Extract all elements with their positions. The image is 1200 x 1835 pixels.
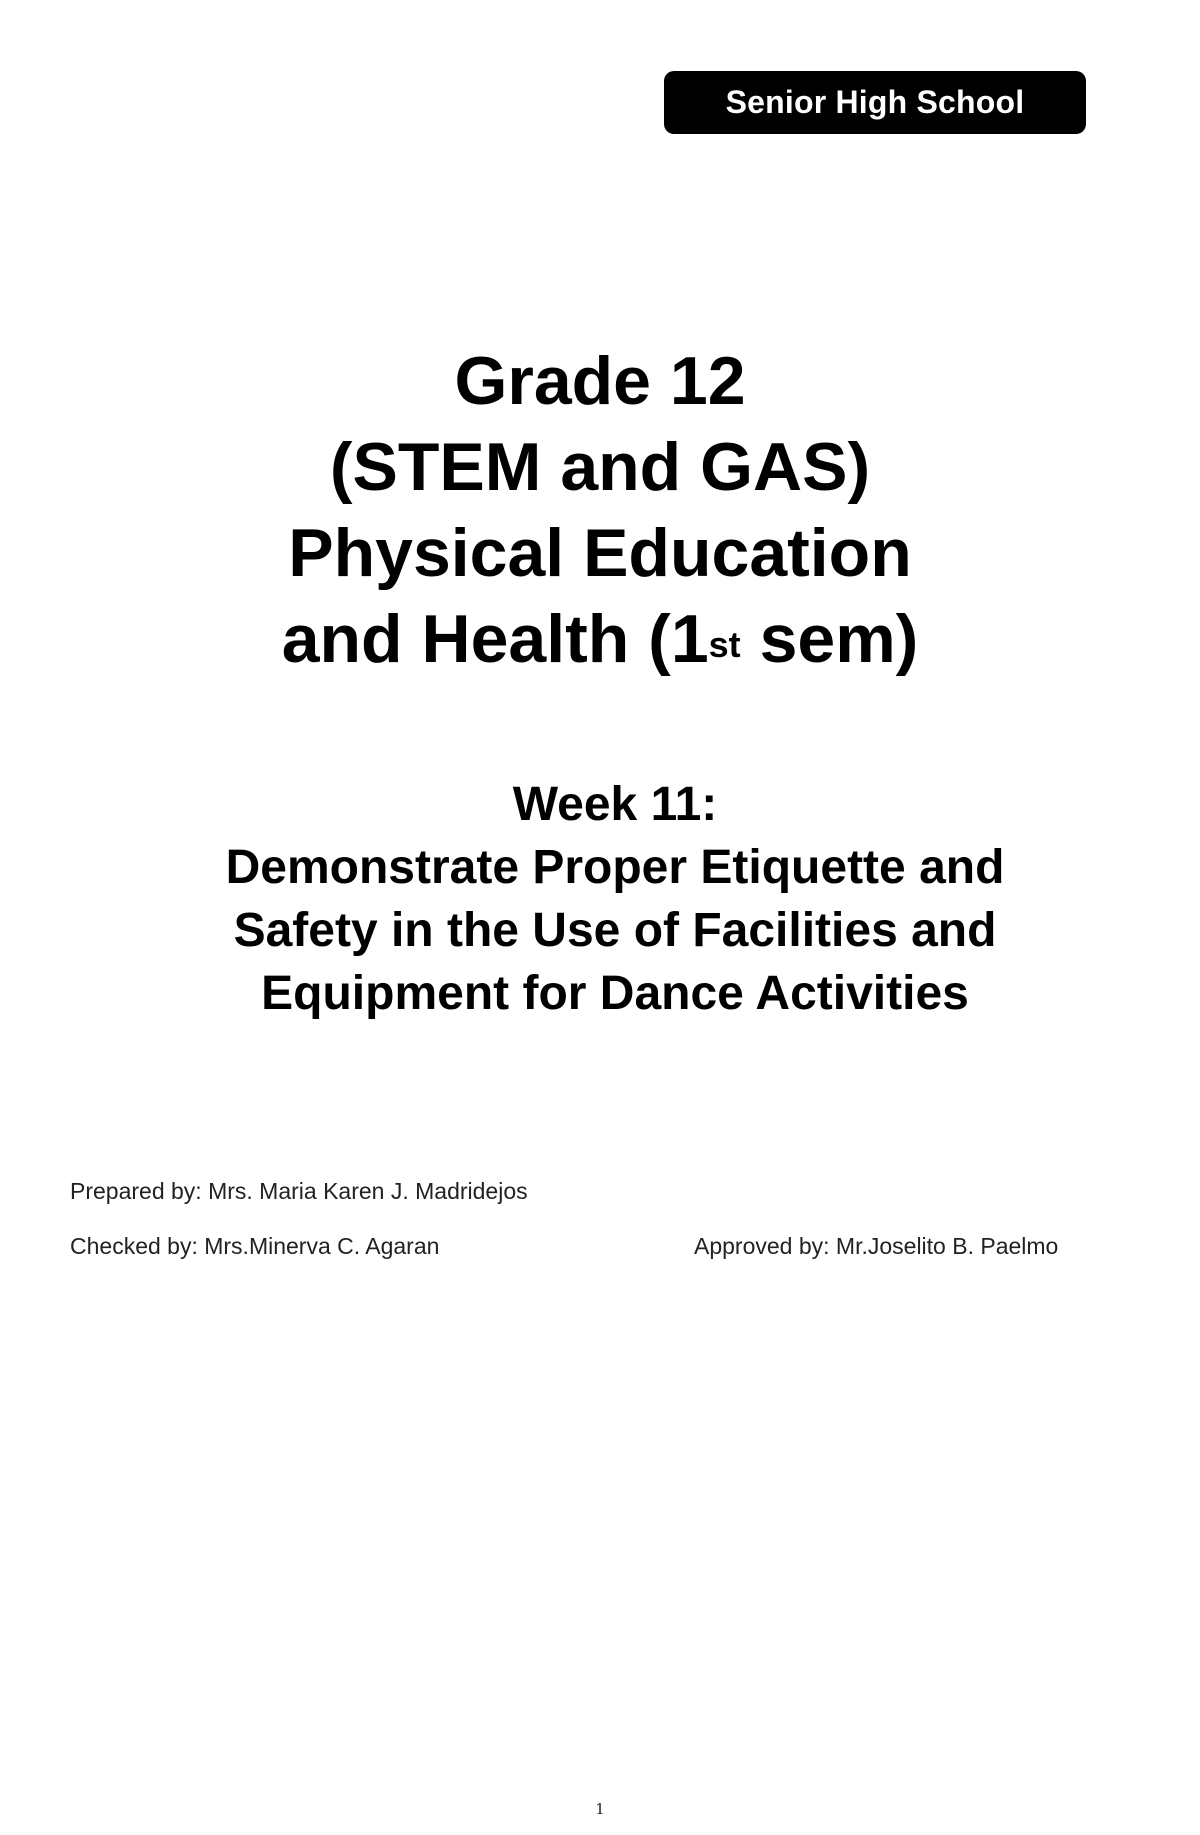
document-title [0, 338, 1200, 682]
topic-line-3: Equipment for Dance Activities [261, 967, 969, 1020]
title-line-semester [0, 596, 1200, 682]
week-topic [0, 773, 1200, 1025]
title-semester-ordinal: st [708, 624, 741, 665]
checked-by: Checked by: Mrs.Minerva C. Agaran [70, 1233, 440, 1259]
week-label: Week 11: [512, 778, 718, 831]
page-number: 1 [595, 1800, 605, 1818]
topic-line-1: Demonstrate Proper Etiquette and [225, 841, 1005, 894]
title-line-grade: Grade 12 [454, 343, 746, 419]
prepared-by: Prepared by: Mrs. Maria Karen J. Madridejos [70, 1178, 528, 1204]
approved-by: Approved by: Mr.Joselito B. Paelmo [694, 1233, 1059, 1259]
title-semester-suffix: sem) [740, 601, 919, 677]
topic-line-2: Safety in the Use of Facilities and [233, 904, 997, 957]
title-line-strand: (STEM and GAS) [329, 429, 871, 505]
title-semester-prefix: and Health (1 [281, 601, 709, 677]
senior-high-school-badge: Senior High School [664, 71, 1086, 134]
title-line-subject: Physical Education [288, 515, 912, 591]
